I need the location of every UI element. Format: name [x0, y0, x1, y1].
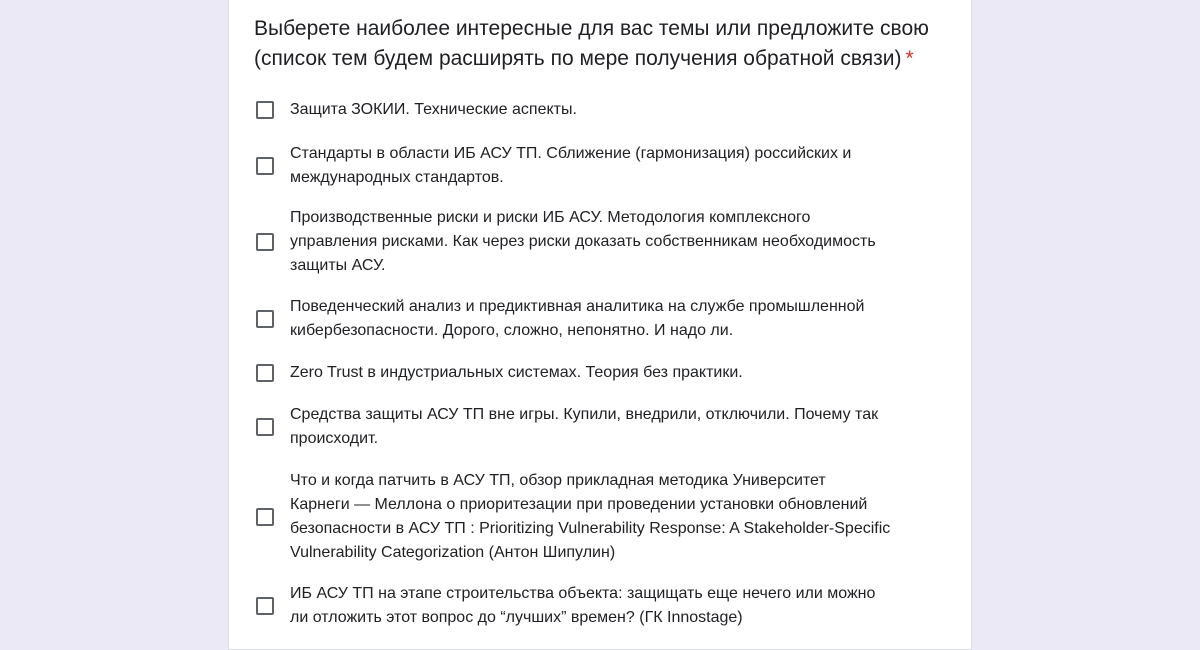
option-label-line: Zero Trust в индустриальных системах. Теория без практики.	[290, 364, 743, 381]
checkbox[interactable]	[256, 364, 274, 382]
option-label-line: Средства защиты АСУ ТП вне игры. Купили, внедрили, отключили. Почему так	[290, 406, 879, 423]
checkbox[interactable]	[256, 310, 274, 328]
checkbox[interactable]	[256, 101, 274, 119]
option-label	[290, 98, 935, 122]
question-title-line-2: (список тем будем расширять по мере получения обратной связи)	[254, 47, 902, 70]
question-title-line-1: Выберете наиболее интересные для вас темы или предложите свою	[254, 17, 929, 40]
required-asterisk: *	[905, 47, 914, 70]
option-label-line: защиты АСУ.	[290, 257, 386, 274]
option-label	[290, 295, 935, 343]
option-label-line: Производственные риски и риски ИБ АСУ. Методология комплексного	[290, 209, 811, 226]
checkbox[interactable]	[256, 418, 274, 436]
option-label-line: управления рисками. Как через риски доказать собственникам необходимость	[290, 233, 876, 250]
option-label-line: ли отложить этот вопрос до “лучших” времен? (ГК Innostage)	[290, 609, 743, 626]
checkbox[interactable]	[256, 508, 274, 526]
option-label	[290, 582, 935, 630]
option-label-line: Поведенческий анализ и предиктивная аналитика на службе промышленной	[290, 298, 865, 315]
checkbox[interactable]	[256, 597, 274, 615]
checkbox[interactable]	[256, 233, 274, 251]
option-standards[interactable]	[254, 142, 944, 190]
option-protection-tools[interactable]	[254, 403, 944, 451]
checkbox[interactable]	[256, 157, 274, 175]
option-label	[290, 403, 935, 451]
option-construction-stage[interactable]	[254, 582, 944, 630]
option-zokii[interactable]	[254, 98, 944, 122]
option-label-line: международных стандартов.	[290, 169, 504, 186]
option-patching[interactable]	[254, 469, 944, 565]
option-label-line: Стандарты в области ИБ АСУ ТП. Сближение (гармонизация) российских и	[290, 145, 852, 162]
option-label-line: ИБ АСУ ТП на этапе строительства объекта: защищать еще нечего или можно	[290, 585, 876, 602]
option-label-line: Vulnerability Categorization (Антон Шипулин)	[290, 544, 616, 561]
option-label-line: Что и когда патчить в АСУ ТП, обзор прикладная методика Университет	[290, 472, 826, 489]
option-label-line: Защита ЗОКИИ. Технические аспекты.	[290, 101, 577, 118]
option-label-line: кибербезопасности. Дорого, сложно, непонятно. И надо ли.	[290, 322, 734, 339]
option-label	[290, 469, 935, 565]
option-label	[290, 206, 935, 278]
checkbox-options-list	[254, 0, 954, 630]
option-label	[290, 142, 935, 190]
option-label-line: Карнеги — Меллона о приоритезации при проведении установки обновлений	[290, 496, 868, 513]
option-zero-trust[interactable]	[254, 361, 944, 385]
option-label	[290, 361, 935, 385]
option-risks[interactable]	[254, 206, 944, 278]
option-behavior-analytics[interactable]	[254, 295, 944, 343]
option-label-line: происходит.	[290, 430, 379, 447]
option-label-line: безопасности в АСУ ТП : Prioritizing Vulnerability Response: A Stakeholder-Specific	[290, 520, 891, 537]
